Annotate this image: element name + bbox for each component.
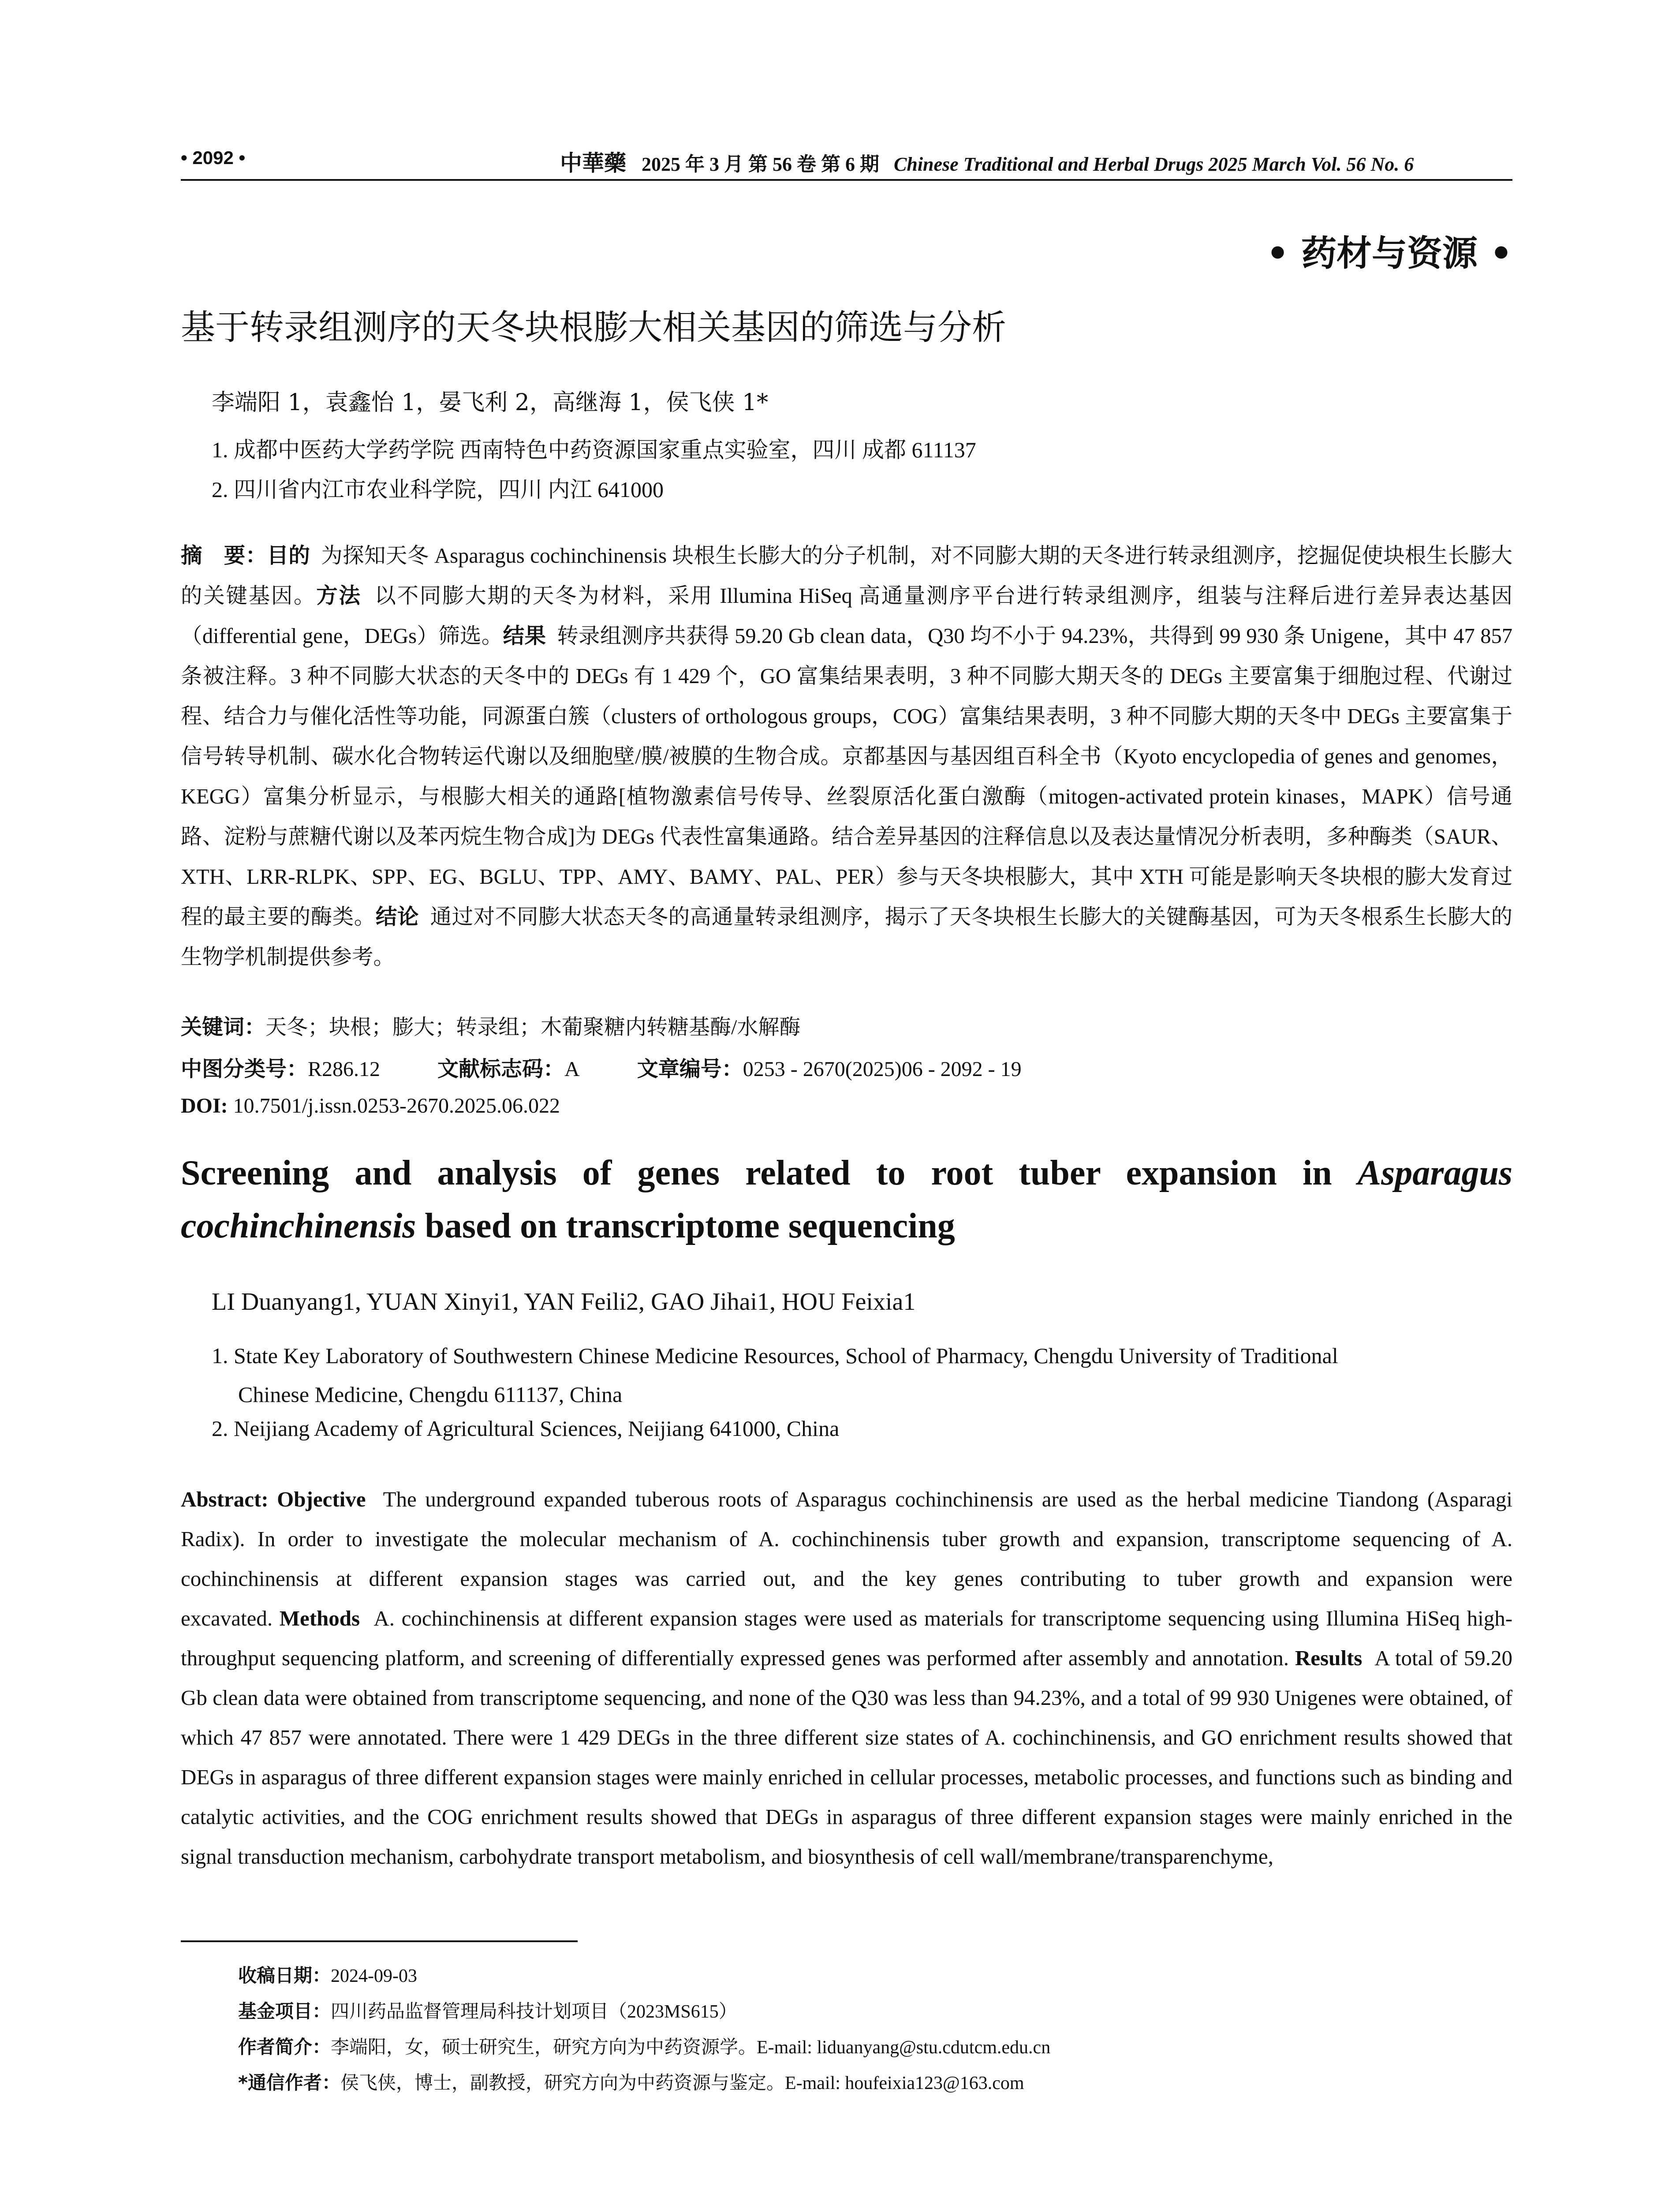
article-number-value: 0253 - 2670(2025)06 - 2092 - 19 xyxy=(743,1058,1022,1081)
abstract-zh xyxy=(181,536,1512,977)
methods-en: A. cochinchinensis at different expansion stages were used as materials for transcriptome sequencing using Illumina HiSeq high-throughput sequencing platform, and screening of differentially expressed genes was performed after assembly and annotation. xyxy=(181,1606,1513,1670)
keywords-text: 天冬；块根；膨大；转录组；木葡聚糖内转糖基酶/水解酶 xyxy=(265,1016,801,1039)
abstract-zh-label: 摘 要： xyxy=(181,543,267,568)
title-en-part1: Screening and analysis of genes related to root tuber expansion in xyxy=(181,1154,1358,1192)
section-tag: • 药材与资源 • xyxy=(1266,232,1512,274)
results-label-zh: 结果 xyxy=(503,624,546,648)
journal-brand: 中華藥 xyxy=(560,150,626,176)
conclusion-zh: 通过对不同膨大状态天冬的高通量转录组测序，揭示了天冬块根生长膨大的关键酶基因，可为天冬根系生长膨大的生物学机制提供参考。 xyxy=(181,905,1512,969)
results-zh: 转录组测序共获得 59.20 Gb clean data，Q30 均不小于 94.23%，共得到 99 930 条 Unigene，其中 47 857 条被注释。3 种不同膨大状态的天冬中的 DEGs 有 1 429 个，GO 富集结果表明，3 种不同膨大期天冬的 DEGs 主要富集于细胞过程、代谢过程、结合力与催化活性等功能，同源蛋白簇（clusters of orthologous groups，COG）富集结果表明，3 种不同膨大期的天冬中 DEGs 主要富集于信号转导机制、碳水化合物转运代谢以及细胞壁/膜/被膜的生物合成。京都基因与基因组百科全书（Kyoto encyclopedia of genes and genomes，KEGG）富集分析显示，与根膨大相关的通路[植物激素信号传导、丝裂原活化蛋白激酶（mitogen-activated protein kinases，MAPK）信号通路、淀粉与蔗糖代谢以及苯丙烷生物合成]为 DEGs 代表性富集通路。结合差异基因的注释信息以及表达量情况分析表明，多种酶类（SAUR、XTH、LRR-RLPK、SPP、EG、BGLU、TPP、AMY、BAMY、PAL、PER）参与天冬块根膨大，其中 XTH 可能是影响天冬块根的膨大发育过程的最主要的酶类。 xyxy=(181,624,1512,929)
doi-link[interactable]: 10.7501/j.issn.0253-2670.2025.06.022 xyxy=(233,1094,560,1117)
journal-issue-zh: 2025 年 3 月 第 56 卷 第 6 期 xyxy=(642,153,879,175)
methods-label-zh: 方法 xyxy=(316,583,362,608)
footnote-received xyxy=(238,1958,1050,1994)
affiliation-zh-1: 1. 成都中医药大学药学院 西南特色中药资源国家重点实验室，四川 成都 611137 xyxy=(212,437,976,462)
authors-en: LI Duanyang1, YUAN Xinyi1, YAN Feili2, GAO Jihai1, HOU Feixia1 xyxy=(212,1288,916,1316)
affiliation-en-1 xyxy=(212,1336,1512,1414)
conclusion-label-zh: 结论 xyxy=(375,904,419,929)
methods-zh: 以不同膨大期的天冬为材料，采用 Illumina HiSeq 高通量测序平台进行转录组测序，组装与注释后进行差异表达基因（differential gene，DEGs）筛选。 xyxy=(181,584,1512,648)
abstract-en-label: Abstract: xyxy=(181,1487,277,1511)
clc-label: 中图分类号： xyxy=(181,1057,308,1081)
doc-code-label: 文献标志码： xyxy=(437,1057,565,1081)
title-en-part2: based on transcriptome sequencing xyxy=(416,1207,955,1245)
journal-en: Chinese Traditional and Herbal Drugs 2025 March Vol. 56 No. 6 xyxy=(894,153,1414,175)
title-en-species: Asparagus cochinchinensis xyxy=(181,1154,1512,1245)
footnote-label: 作者简介： xyxy=(238,2036,331,2058)
keywords-zh xyxy=(181,1010,800,1040)
objective-en: The underground expanded tuberous roots of Asparagus cochinchinensis are used as the herbal medicine Tiandong (Asparagi Radix). In order to investigate the molecular mechanism of A. cochinchinensis tuber growth and expansion, transcriptome sequencing of A. cochinchinensis at different expansion stages was carried out, and the key genes contributing to tuber growth and expansion were excavated. xyxy=(181,1487,1513,1630)
authors-zh: 李端阳 1，袁鑫怡 1，晏飞利 2，高继海 1，侯飞侠 1* xyxy=(212,389,769,416)
methods-label-en: Methods xyxy=(279,1606,360,1630)
classification-line xyxy=(181,1052,1022,1082)
affiliation-en-1-line1: 1. State Key Laboratory of Southwestern Chinese Medicine Resources, School of Pharmacy, Chengdu University of Traditional xyxy=(212,1343,1338,1368)
objective-zh: 为探知天冬 Asparagus cochinchinensis 块根生长膨大的分子机制，对不同膨大期的天冬进行转录组测序，挖掘促使块根生长膨大的关键基因。 xyxy=(181,544,1512,608)
running-header xyxy=(181,144,1512,181)
page-number: • 2092 • xyxy=(181,147,246,168)
footnotes xyxy=(238,1958,1050,2101)
results-label-en: Results xyxy=(1295,1646,1363,1670)
objective-label-en: Objective xyxy=(277,1487,366,1511)
footnote-text: 2024-09-03 xyxy=(331,1966,417,1986)
footnote-label: *通信作者： xyxy=(238,2072,340,2093)
footnote-funding xyxy=(238,1994,1050,2029)
keywords-label: 关键词： xyxy=(181,1015,266,1039)
footnote-author-bio xyxy=(238,2029,1050,2065)
results-en: A total of 59.20 Gb clean data were obtained from transcriptome sequencing, and none of the Q30 was less than 94.23%, and a total of 99 930 Unigenes were obtained, of which 47 857 were annotated. There were 1 429 DEGs in the three different size states of A. cochinchinensis, and GO enrichment results showed that DEGs in asparagus of three different expansion stages were mainly enriched in cellular processes, metabolic processes, and functions such as binding and catalytic activities, and the COG enrichment results showed that DEGs in asparagus of three different expansion stages were mainly enriched in the signal transduction mechanism, carbohydrate transport metabolism, and biosynthesis of cell wall/membrane/transparenchyme, xyxy=(181,1646,1512,1869)
doc-code-value: A xyxy=(564,1058,580,1081)
affiliation-en-1-line2: Chinese Medicine, Chengdu 611137, China xyxy=(238,1382,623,1407)
article-number-label: 文章编号： xyxy=(637,1057,743,1081)
affiliation-en-2: 2. Neijiang Academy of Agricultural Sciences, Neijiang 641000, China xyxy=(212,1416,840,1441)
objective-label-zh: 目的 xyxy=(267,543,310,568)
footnote-text: 侯飞侠，博士，副教授，研究方向为中药资源与鉴定。E-mail: houfeixia123@163.com xyxy=(340,2073,1024,2093)
doi-label: DOI: xyxy=(181,1094,228,1117)
footnote-label: 收稿日期： xyxy=(238,1965,331,1986)
footnote-text: 李端阳，女，硕士研究生，研究方向为中药资源学。E-mail: liduanyang@stu.cdutcm.edu.cn xyxy=(331,2037,1051,2058)
doi-line xyxy=(181,1094,560,1118)
abstract-en xyxy=(181,1480,1512,1876)
title-zh: 基于转录组测序的天冬块根膨大相关基因的筛选与分析 xyxy=(181,308,1007,348)
journal-line xyxy=(560,146,1414,177)
footnote-corresponding xyxy=(238,2065,1050,2101)
affiliation-zh-2: 2. 四川省内江市农业科学院，四川 内江 641000 xyxy=(212,477,664,502)
footnote-text: 四川药品监督管理局科技计划项目（2023MS615） xyxy=(331,2002,737,2022)
footnote-divider xyxy=(181,1940,578,1942)
clc-value: R286.12 xyxy=(308,1058,381,1081)
title-en xyxy=(181,1147,1512,1252)
footnote-label: 基金项目： xyxy=(238,2000,331,2022)
